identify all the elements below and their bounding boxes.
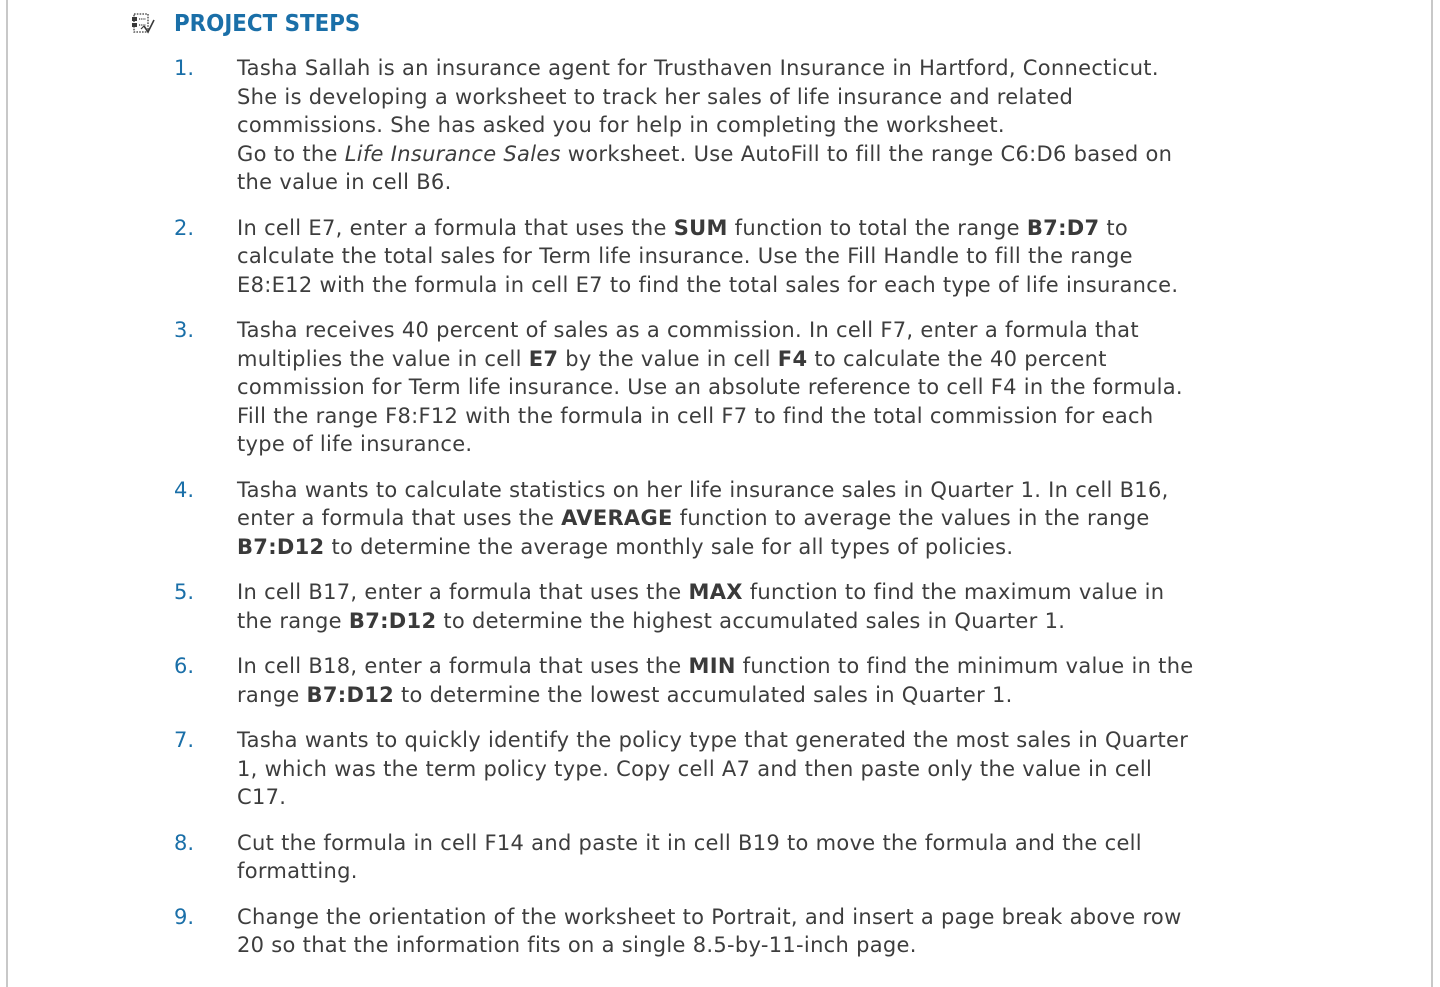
text-run: function to total the range: [727, 215, 1027, 240]
text-run: 1, which was the term policy type. Copy cell A7 and then paste only the value in cell: [237, 756, 1153, 781]
step-number: 1.: [174, 56, 195, 80]
step-text: [237, 476, 1294, 562]
step-line: [237, 783, 1294, 812]
text-run: enter a formula that uses the: [237, 506, 562, 530]
text-run: Tasha receives 40 percent of sales as a commission. In cell F7, enter a formula that: [237, 318, 1139, 342]
step-number: 3.: [174, 318, 195, 342]
text-run: multiplies the value in cell: [237, 346, 529, 371]
list-item: [174, 316, 1294, 459]
step-line: [237, 373, 1294, 402]
step-line: [237, 652, 1294, 681]
text-run: Change the orientation of the worksheet to Portrait, and insert a page break above row: [237, 904, 1182, 929]
step-line: [237, 140, 1294, 169]
step-line: [237, 476, 1294, 505]
text-run: Fill the range F8:F12 with the formula in cell F7 to find the total commission for each: [237, 403, 1154, 428]
text-run: Go to the: [237, 141, 345, 166]
step-number: 7.: [174, 728, 195, 752]
step-number: 6.: [174, 654, 195, 678]
text-run: In cell E7, enter a formula that uses the: [237, 215, 674, 240]
step-text: [237, 726, 1294, 812]
text-run: formatting.: [237, 859, 358, 883]
step-text: [237, 829, 1294, 886]
list-item: [174, 652, 1294, 709]
text-run: function to find the maximum value in: [742, 580, 1165, 604]
text-run: to determine the highest accumulated sales in Quarter 1.: [436, 608, 1066, 633]
step-line: [237, 111, 1294, 140]
step-number: 5.: [174, 580, 195, 604]
bold-term: B7:D7: [1026, 215, 1100, 240]
step-line: [237, 316, 1294, 345]
text-run: Cut the formula in cell F14 and paste it in cell B19 to move the formula and the cell: [237, 830, 1142, 855]
text-run: In cell B18, enter a formula that uses the: [237, 654, 689, 678]
step-line: [237, 607, 1294, 636]
text-run: E8:E12 with the formula in cell E7 to find the total sales for each type of life insurance.: [237, 272, 1179, 297]
step-line: [237, 726, 1294, 755]
step-line: [237, 829, 1294, 858]
text-run: worksheet. Use AutoFill to fill the range C6:D6 based on: [560, 141, 1173, 166]
step-line: [237, 903, 1294, 932]
text-run: Tasha Sallah is an insurance agent for Trusthaven Insurance in Hartford, Connecticut.: [237, 56, 1159, 80]
text-run: function to average the values in the range: [672, 506, 1150, 530]
step-line: [237, 857, 1294, 886]
bold-term: SUM: [673, 215, 728, 240]
list-item: [174, 726, 1294, 812]
text-run: to determine the lowest accumulated sales in Quarter 1.: [394, 682, 1013, 707]
list-item: [174, 829, 1294, 886]
text-run: calculate the total sales for Term life insurance. Use the Fill Handle to fill the range: [237, 244, 1133, 268]
bold-term: MIN: [688, 654, 736, 678]
step-line: [237, 242, 1294, 271]
list-item: [174, 214, 1294, 300]
step-number: 9.: [174, 904, 195, 929]
step-line: [237, 83, 1294, 112]
bold-term: MAX: [688, 580, 743, 604]
text-run: C17.: [237, 785, 287, 809]
step-line: [237, 533, 1294, 562]
step-line: [237, 931, 1294, 960]
italic-term: Life Insurance Sales: [344, 141, 561, 166]
step-text: [237, 903, 1294, 960]
step-line: [237, 214, 1294, 243]
step-text: [237, 578, 1294, 635]
text-run: Tasha wants to quickly identify the policy type that generated the most sales in Quarter: [237, 728, 1189, 752]
step-number: 4.: [174, 477, 195, 502]
bold-term: B7:D12: [237, 534, 325, 559]
step-line: [237, 271, 1294, 300]
text-run: to determine the average monthly sale for all types of policies.: [324, 534, 1014, 559]
bold-term: F4: [777, 346, 808, 371]
step-line: [237, 755, 1294, 784]
steps-list: [174, 54, 1294, 977]
bold-term: AVERAGE: [561, 506, 673, 530]
step-line: [237, 402, 1294, 431]
step-line: [237, 54, 1294, 83]
list-item: [174, 476, 1294, 562]
page-title: PROJECT STEPS: [174, 11, 361, 37]
step-number: 8.: [174, 830, 195, 855]
list-item: [174, 903, 1294, 960]
step-line: [237, 681, 1294, 710]
step-line: [237, 168, 1294, 197]
page-border-left: [6, 0, 8, 987]
text-run: commission for Term life insurance. Use an absolute reference to cell F4 in the formula.: [237, 375, 1183, 399]
bold-term: B7:D12: [348, 608, 437, 633]
step-text: [237, 316, 1294, 459]
text-run: 20 so that the information fits on a single 8.5-by-11-inch page.: [237, 933, 917, 957]
checklist-icon: [131, 13, 155, 35]
step-line: [237, 345, 1294, 374]
list-item: [174, 578, 1294, 635]
text-run: function to find the minimum value in the: [735, 654, 1194, 678]
text-run: In cell B17, enter a formula that uses the: [237, 580, 689, 604]
step-line: [237, 504, 1294, 533]
text-run: to: [1099, 215, 1129, 240]
text-run: range: [237, 682, 307, 707]
page-border-right: [1431, 0, 1433, 987]
step-line: [237, 430, 1294, 459]
step-text: [237, 214, 1294, 300]
bold-term: B7:D12: [306, 682, 395, 707]
text-run: to calculate the 40 percent: [807, 346, 1107, 371]
text-run: by the value in cell: [558, 346, 778, 371]
step-line: [237, 578, 1294, 607]
text-run: Tasha wants to calculate statistics on her life insurance sales in Quarter 1. In cell B16,: [237, 477, 1169, 502]
step-text: [237, 54, 1294, 197]
text-run: the value in cell B6.: [237, 170, 452, 194]
section-header: [131, 8, 374, 40]
step-text: [237, 652, 1294, 709]
bold-term: E7: [528, 346, 559, 371]
text-run: the range: [237, 608, 349, 633]
text-run: She is developing a worksheet to track her sales of life insurance and related: [237, 84, 1074, 109]
text-run: type of life insurance.: [237, 432, 473, 456]
step-number: 2.: [174, 215, 195, 240]
text-run: commissions. She has asked you for help in completing the worksheet.: [237, 113, 1005, 137]
list-item: [174, 54, 1294, 197]
